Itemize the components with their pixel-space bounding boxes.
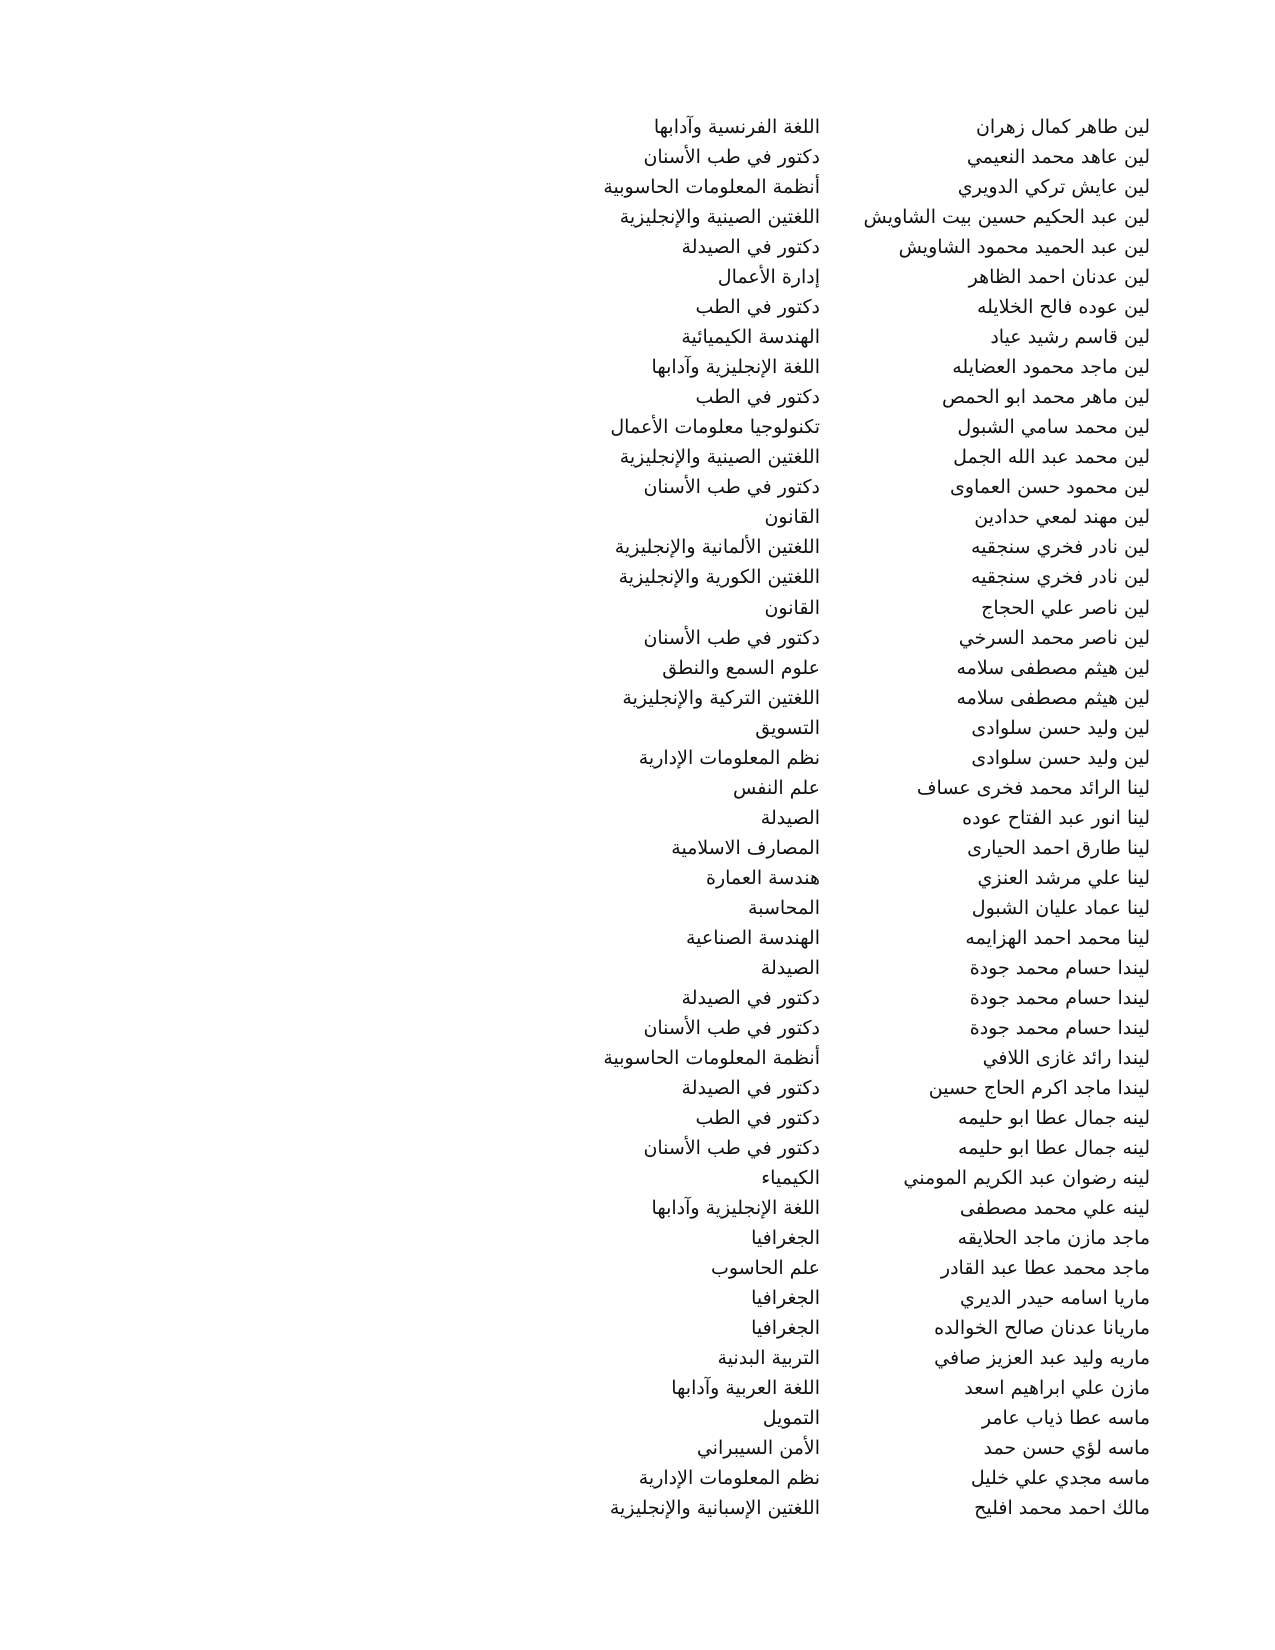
student-major: التربية البدنية [717,1347,820,1370]
student-major: أنظمة المعلومات الحاسوبية [603,1046,820,1069]
roster-row [560,1493,1150,1523]
student-major: اللغتين الصينية والإنجليزية [619,446,820,469]
student-major: الكيمياء [761,1167,820,1190]
student-major: نظم المعلومات الإدارية [638,1467,820,1490]
student-name: ماريا اسامه حيدر الديري [960,1287,1150,1310]
student-name: لينا انور عبد الفتاح عوده [962,806,1150,829]
student-name: لين ناصر علي الحجاج [981,596,1150,619]
student-name: ليندا رائد غازى اللافي [982,1046,1150,1069]
student-name: لينا الرائد محمد فخرى عساف [916,776,1150,799]
student-major: علم النفس [733,776,820,799]
student-name: لينا طارق احمد الحيارى [967,836,1150,859]
student-name: لين طاهر كمال زهران [975,116,1150,138]
student-major: دكتور في الصيدلة [681,236,820,259]
student-major: نظم المعلومات الإدارية [638,746,820,769]
student-name: لين عايش تركي الدويري [957,176,1150,199]
roster-row [560,382,1150,412]
student-name: لين نادر فخري سنجقيه [971,536,1150,559]
student-major: اللغتين الألمانية والإنجليزية [614,536,820,559]
roster-row [560,442,1150,472]
student-major: التسويق [755,716,820,739]
student-major: إدارة الأعمال [717,266,820,289]
roster-row [560,863,1150,893]
roster-row [560,1283,1150,1313]
roster-row [560,502,1150,532]
student-major: دكتور في طب الأسنان [643,1016,820,1039]
student-name: ليندا حسام محمد جودة [969,956,1150,979]
student-major: اللغتين الكورية والإنجليزية [618,566,820,589]
student-major: دكتور في طب الأسنان [643,146,820,169]
student-name: لينا علي مرشد العنزي [977,866,1150,889]
student-major: دكتور في الصيدلة [681,1077,820,1099]
roster-row [560,593,1150,623]
roster-row [560,713,1150,743]
student-name: لين ماجد محمود العضايله [952,356,1150,379]
student-name: لين ناصر محمد السرخي [958,626,1150,649]
student-major: اللغة الإنجليزية وآدابها [651,1197,820,1220]
student-name: ماسه مجدي علي خليل [970,1467,1150,1490]
student-major: دكتور في الطب [695,296,820,319]
roster-row [560,1463,1150,1493]
roster-row [560,683,1150,713]
student-name: لين عوده فالح الخلايله [976,296,1150,319]
roster-row [560,1043,1150,1073]
student-major: تكنولوجيا معلومات الأعمال [610,416,820,439]
roster-row [560,1373,1150,1403]
student-major: دكتور في الطب [695,386,820,409]
student-major: الجغرافيا [751,1317,820,1340]
student-major: الصيدلة [760,956,820,979]
student-major: اللغة الإنجليزية وآدابها [651,356,820,379]
student-name: ليندا حسام محمد جودة [969,1016,1150,1039]
student-major: اللغة الفرنسية وآدابها [653,116,820,138]
roster-row [560,1253,1150,1283]
student-name: لين عبد الحكيم حسين بيت الشاويش [863,206,1150,229]
student-name: لين محمد عبد الله الجمل [953,446,1150,469]
roster-row [560,172,1150,202]
student-major: اللغتين الصينية والإنجليزية [619,206,820,229]
roster-row [560,322,1150,352]
student-roster-list [560,112,1150,1523]
student-major: دكتور في طب الأسنان [643,626,820,649]
roster-row [560,623,1150,653]
student-name: لين مهند لمعي حدادين [974,506,1150,529]
student-name: لين محمد سامي الشبول [957,416,1150,439]
roster-row [560,202,1150,232]
roster-row [560,833,1150,863]
roster-row [560,773,1150,803]
student-major: الصيدلة [760,806,820,829]
roster-row [560,1433,1150,1463]
student-major: هندسة العمارة [705,866,820,889]
student-major: التمويل [762,1407,820,1430]
student-major: دكتور في طب الأسنان [643,1137,820,1160]
student-name: مازن علي ابراهيم اسعد [964,1377,1150,1400]
roster-row [560,1103,1150,1133]
student-major: دكتور في الطب [695,1107,820,1130]
roster-row [560,923,1150,953]
student-major: اللغتين الإسبانية والإنجليزية [609,1497,820,1520]
student-name: مالك احمد محمد افليح [974,1497,1150,1520]
student-major: المحاسبة [748,896,820,919]
roster-row [560,743,1150,773]
student-name: لينا محمد احمد الهزايمه [965,926,1150,949]
roster-row [560,653,1150,683]
student-name: ليندا ماجد اكرم الحاج حسين [928,1077,1150,1099]
student-name: ليندا حسام محمد جودة [969,986,1150,1009]
student-name: لين قاسم رشيد عياد [990,326,1150,349]
student-name: لين عدنان احمد الظاهر [968,266,1150,289]
student-name: ماريه وليد عبد العزيز صافي [934,1347,1150,1370]
roster-row [560,1313,1150,1343]
student-name: لينه علي محمد مصطفى [959,1197,1150,1220]
roster-row [560,472,1150,502]
student-name: لين عبد الحميد محمود الشاويش [898,236,1150,259]
student-name: لينا عماد عليان الشبول [971,896,1150,919]
roster-row [560,983,1150,1013]
roster-row [560,1163,1150,1193]
roster-row [560,262,1150,292]
roster-row [560,352,1150,382]
student-name: لين عاهد محمد النعيمي [966,146,1150,169]
student-name: لينه جمال عطا ابو حليمه [958,1107,1150,1130]
student-major: علوم السمع والنطق [662,656,820,679]
student-name: لينه رضوان عبد الكريم المومني [903,1167,1150,1190]
roster-row [560,1343,1150,1373]
student-name: ماجد محمد عطا عبد القادر [940,1257,1150,1280]
student-name: لين محمود حسن العماوى [949,476,1150,499]
roster-row [560,532,1150,562]
student-major: الهندسة الكيميائية [681,326,820,349]
roster-row [560,112,1150,142]
student-major: أنظمة المعلومات الحاسوبية [603,176,820,199]
student-major: الجغرافيا [751,1227,820,1250]
student-name: لين هيثم مصطفى سلامه [956,686,1150,709]
student-name: ماسه لؤي حسن حمد [983,1437,1150,1460]
roster-row [560,562,1150,592]
student-major: القانون [764,506,820,529]
student-major: الهندسة الصناعية [685,926,820,949]
student-major: دكتور في طب الأسنان [643,476,820,499]
roster-row [560,1223,1150,1253]
student-major: الأمن السيبراني [696,1437,820,1460]
roster-row [560,1013,1150,1043]
student-major: المصارف الاسلامية [671,836,820,859]
roster-row [560,893,1150,923]
roster-row [560,953,1150,983]
student-major: اللغة العربية وآدابها [671,1377,820,1400]
roster-row [560,292,1150,322]
student-major: القانون [764,596,820,619]
roster-row [560,232,1150,262]
student-name: لين هيثم مصطفى سلامه [956,656,1150,679]
student-name: لين ماهر محمد ابو الحمص [942,386,1150,409]
student-major: علم الحاسوب [710,1257,820,1280]
student-name: لين نادر فخري سنجقيه [971,566,1150,589]
student-name: ماسه عطا ذياب عامر [981,1407,1150,1430]
student-name: لين وليد حسن سلوادى [971,716,1150,739]
student-name: ماجد مازن ماجد الحلايقه [957,1227,1150,1250]
student-name: لين وليد حسن سلوادى [971,746,1150,769]
student-major: دكتور في الصيدلة [681,986,820,1009]
student-name: ماريانا عدنان صالح الخوالده [934,1317,1150,1340]
roster-row [560,1073,1150,1103]
student-major: اللغتين التركية والإنجليزية [622,686,820,709]
roster-row [560,1193,1150,1223]
roster-row [560,142,1150,172]
roster-row [560,1133,1150,1163]
student-major: الجغرافيا [751,1287,820,1310]
roster-row [560,1403,1150,1433]
roster-row [560,412,1150,442]
student-name: لينه جمال عطا ابو حليمه [958,1137,1150,1160]
roster-row [560,803,1150,833]
